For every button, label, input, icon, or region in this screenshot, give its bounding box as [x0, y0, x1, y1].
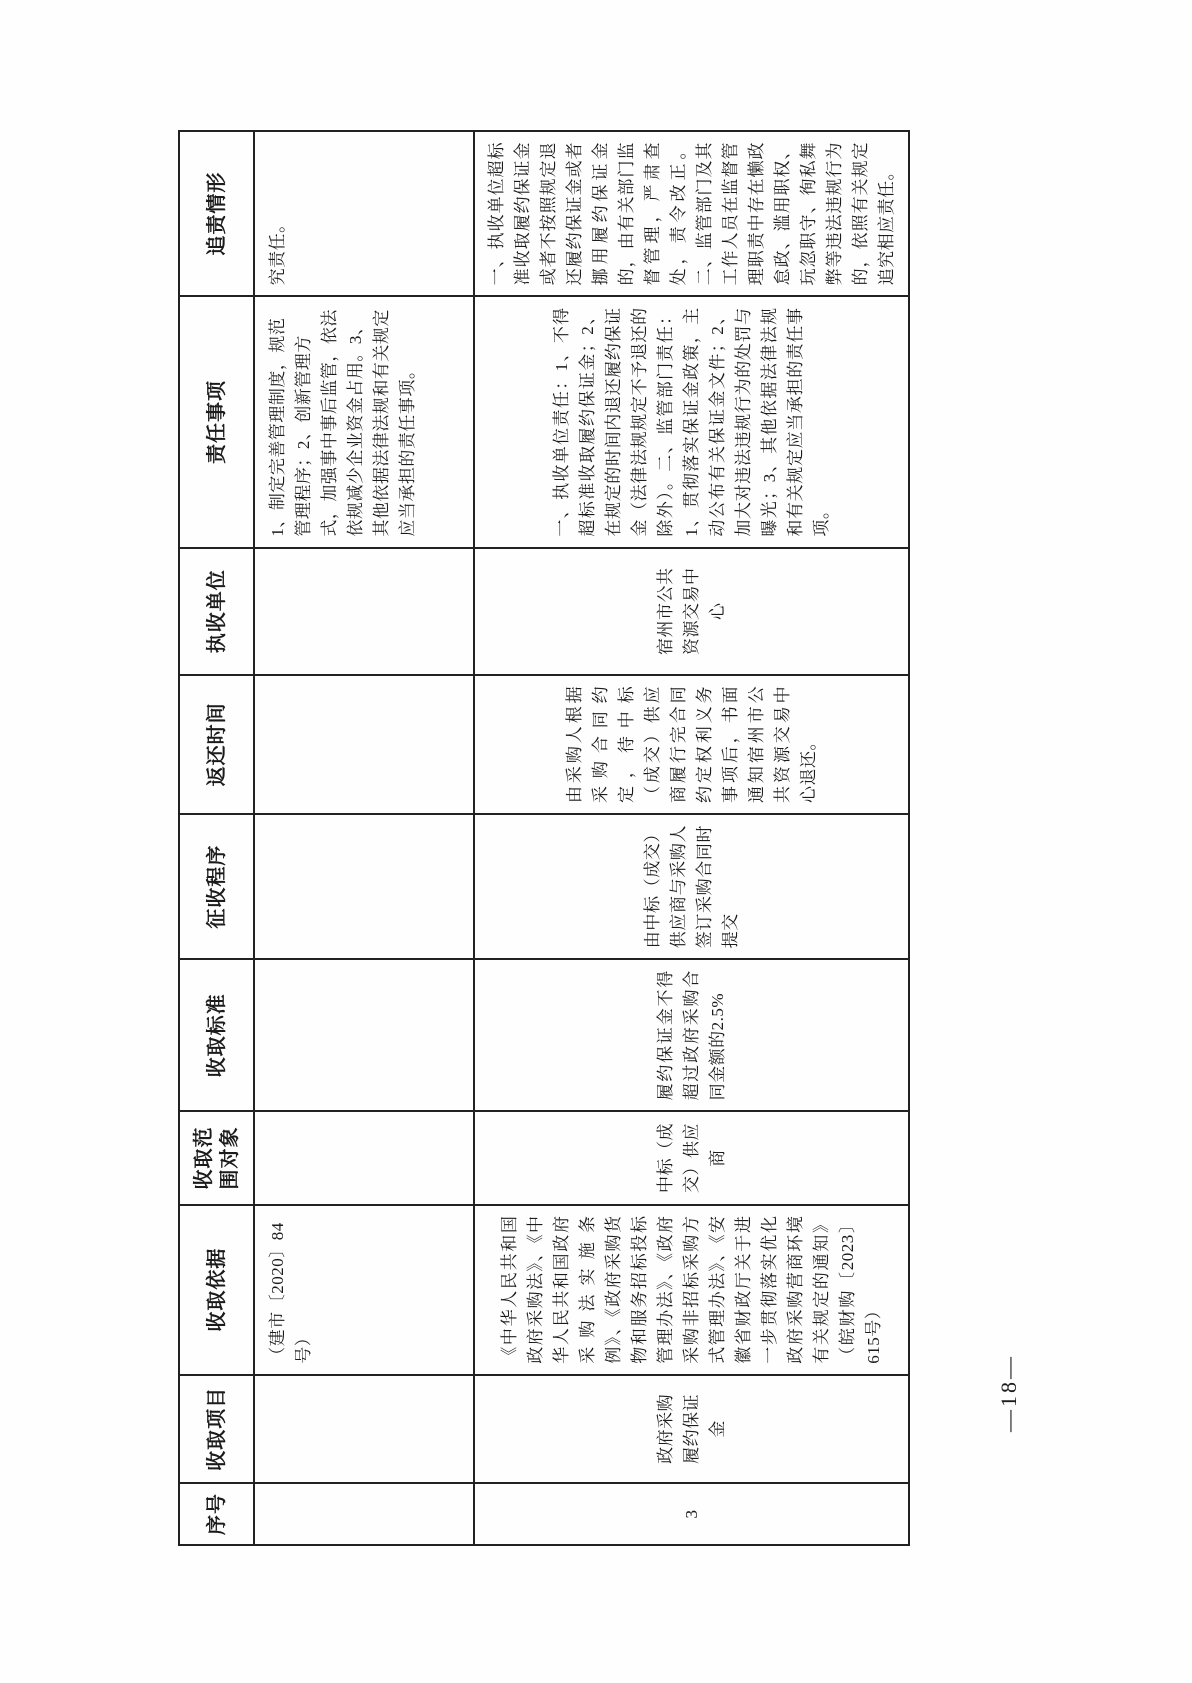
cell-zeren-shixiang: 一、执收单位责任：1、不得超标准收取履约保证金；2、在规定的时间内退还履约保证金（法律法规规定不予退还的除外）。二、监管部门责任：1、贯彻落实保证金政策，主动公布有关保证金文件；2、加大对违法违规行为的处罚与曝光；3、其他依据法律法规和有关规定应当承担的责任事项。 — [474, 296, 909, 547]
cell-zhishou-danwei — [254, 548, 474, 675]
cell-fanhuan-shijian: 由采购人根据采购合同约定，待中标（成交）供应商履行完合同约定权利义务事项后，书面通知宿州市公共资源交易中心退还。 — [474, 675, 909, 814]
cell-zhishou-danwei: 宿州市公共资源交易中心 — [474, 548, 909, 675]
table-row-continuation — [254, 131, 474, 1545]
column-header-xuhao: 序号 — [179, 1483, 254, 1545]
page-number: —18— — [996, 1354, 1021, 1432]
cell-xuhao — [254, 1483, 474, 1545]
column-header-zhengshou-chengxu: 征收程序 — [179, 814, 254, 959]
rotated-table-container — [178, 126, 914, 1546]
column-header-shouqu-fanwei-duixiang: 收取范围对象 — [179, 1111, 254, 1204]
cell-zhengshou-chengxu: 由中标（成交）供应商与采购人签订采购合同时提交 — [474, 814, 909, 959]
cell-xuhao: 3 — [474, 1483, 909, 1545]
cell-shouqu-fanwei-duixiang: 中标（成交）供应商 — [474, 1111, 909, 1204]
cell-shouqu-yiju: 《中华人民共和国政府采购法》、《中华人民共和国政府采购法实施条例》、《政府采购货物和服务招标投标管理办法》、《政府采购非招标采购方式管理办法》、《安徽省财政厅关于进一步贯彻落实优化政府采购营商环境有关规定的通知》（皖财购〔2023〕615号） — [474, 1205, 909, 1375]
cell-shouqu-xiangmu — [254, 1375, 474, 1483]
column-header-shouqu-yiju: 收取依据 — [179, 1205, 254, 1375]
cell-zhengshou-chengxu — [254, 814, 474, 959]
column-header-zeren-shixiang: 责任事项 — [179, 296, 254, 547]
column-header-zhuize-qingxing: 追责情形 — [179, 131, 254, 296]
cell-fanhuan-shijian — [254, 675, 474, 814]
column-header-shouqu-xiangmu: 收取项目 — [179, 1375, 254, 1483]
column-header-zhishou-danwei: 执收单位 — [179, 548, 254, 675]
cell-zhuize-qingxing: 究责任。 — [254, 131, 474, 296]
cell-shouqu-biaozhun: 履约保证金不得超过政府采购合同金额的2.5% — [474, 959, 909, 1111]
column-header-fanhuan-shijian: 返还时间 — [179, 675, 254, 814]
cell-zhuize-qingxing: 一、执收单位超标准收取履约保证金或者不按照规定退还履约保证金或者挪用履约保证金的，由有关部门监督管理，严肃查处，责令改正。二、监管部门及其工作人员在监督管理职责中存在懒政怠政、滥用职权、玩忽职守、徇私舞弊等违法违规行为的，依照有关规定追究相应责任。 — [474, 131, 909, 296]
cell-shouqu-fanwei-duixiang — [254, 1111, 474, 1204]
cell-zeren-shixiang: 1、制定完善管理制度，规范管理程序；2、创新管理方式，加强事中事后监管，依法依规减少企业资金占用。3、其他依据法律法规和有关规定应当承担的责任事项。 — [254, 296, 474, 547]
table-header-row — [179, 131, 254, 1545]
cell-shouqu-yiju: （建市〔2020〕84号） — [254, 1205, 474, 1375]
column-header-shouqu-biaozhun: 收取标准 — [179, 959, 254, 1111]
cell-shouqu-biaozhun — [254, 959, 474, 1111]
cell-shouqu-xiangmu: 政府采购履约保证金 — [474, 1375, 909, 1483]
fee-item-table — [178, 130, 910, 1546]
table-row-item-3 — [474, 131, 909, 1545]
